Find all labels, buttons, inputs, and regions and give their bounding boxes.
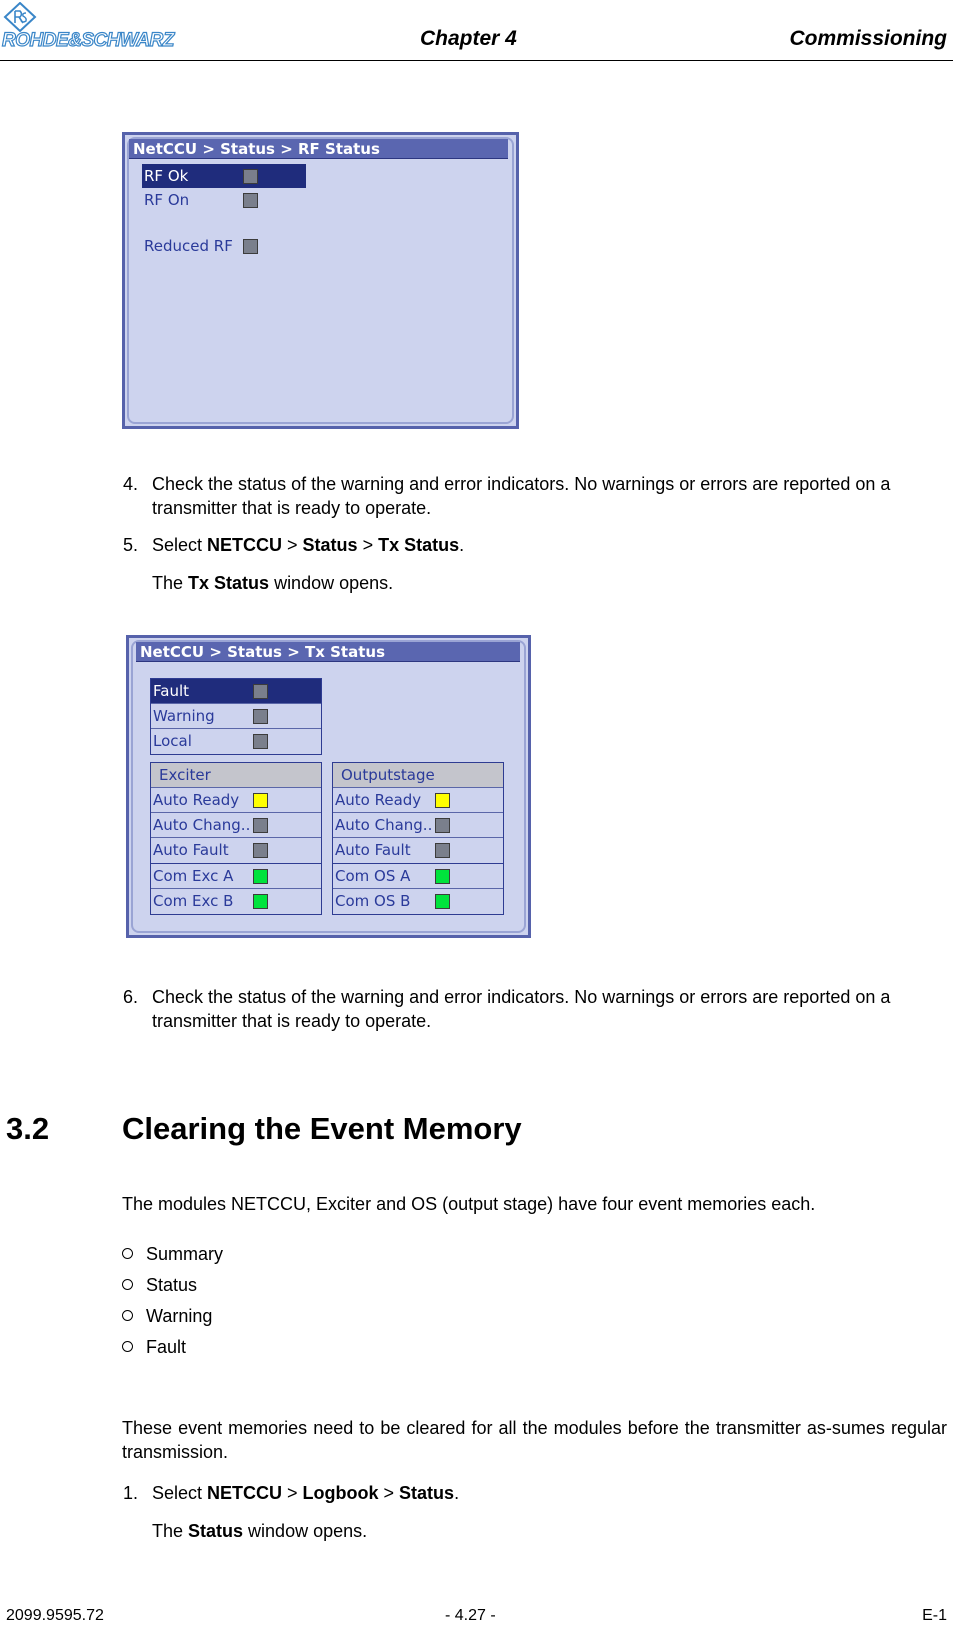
status-label: Auto Ready — [335, 791, 422, 809]
rf-item-label: RF On — [144, 191, 190, 209]
logo-wordmark: ROHDE&SCHWARZ — [2, 30, 174, 51]
step-5-result — [152, 571, 393, 595]
step-1-result — [152, 1519, 367, 1543]
window-title-bar: NetCCU > Status > Tx Status — [136, 642, 520, 662]
rf-ok-item[interactable] — [142, 164, 306, 188]
menu-status: Status — [302, 535, 358, 555]
os-auto-ready-indicator — [435, 793, 450, 808]
exciter-auto-ready[interactable] — [151, 788, 321, 813]
path-separator: > — [378, 1483, 400, 1503]
status-label: Auto Ready — [153, 791, 240, 809]
rohde-schwarz-diamond-icon — [2, 2, 38, 32]
circle-bullet-icon — [122, 1310, 133, 1321]
status-label: Auto Fault — [335, 841, 411, 859]
status-label: Auto Chang.. — [335, 816, 433, 834]
result-text: window opens. — [243, 1521, 368, 1541]
rf-item-label: RF Ok — [144, 167, 189, 185]
com-exc-b-indicator — [253, 894, 268, 909]
status-label: Com OS B — [335, 892, 411, 910]
com-os-b[interactable] — [333, 889, 503, 914]
com-exc-a-indicator — [253, 869, 268, 884]
step-text: . — [454, 1483, 460, 1503]
menu-netccu: NETCCU — [207, 535, 283, 555]
circle-bullet-icon — [122, 1341, 133, 1352]
status-label: Warning — [153, 707, 215, 725]
os-auto-change[interactable] — [333, 813, 503, 838]
reduced-rf-indicator — [243, 239, 258, 254]
step-5-number: 5. — [123, 535, 139, 555]
status-label: Local — [153, 732, 192, 750]
com-os-a-indicator — [435, 869, 450, 884]
path-separator: > — [357, 535, 379, 555]
warning-indicator — [253, 709, 268, 724]
reduced-rf-item[interactable] — [142, 234, 233, 258]
warning-item[interactable] — [151, 704, 321, 729]
bullet-item — [122, 1242, 223, 1266]
header-divider — [0, 60, 953, 61]
result-text: window opens. — [269, 573, 394, 593]
outputstage-group — [332, 762, 504, 864]
footer-doc-number: 2099.9595.72 — [6, 1607, 104, 1624]
outputstage-header: Outputstage — [333, 763, 503, 788]
rohde-schwarz-logo — [2, 2, 224, 50]
window-title-bar: NetCCU > Status > RF Status — [129, 139, 508, 159]
status-label: Fault — [153, 682, 189, 700]
exciter-auto-change[interactable] — [151, 813, 321, 838]
rf-ok-indicator — [243, 169, 258, 184]
header-chapter: Chapter 4 — [420, 27, 517, 50]
os-auto-change-indicator — [435, 818, 450, 833]
path-separator: > — [282, 1483, 303, 1503]
menu-tx-status: Tx Status — [378, 535, 460, 555]
exciter-header: Exciter — [151, 763, 321, 788]
local-indicator — [253, 734, 268, 749]
os-auto-ready[interactable] — [333, 788, 503, 813]
step-text: . — [459, 535, 465, 555]
exciter-group — [150, 762, 322, 864]
step-text: Select — [152, 535, 208, 555]
section-number: 3.2 — [6, 1111, 50, 1146]
rf-status-window — [122, 132, 519, 429]
exciter-auto-fault[interactable] — [151, 838, 321, 863]
com-os-a[interactable] — [333, 864, 503, 889]
result-text: The — [152, 573, 189, 593]
intro-paragraph: The modules NETCCU, Exciter and OS (output stage) have four event memories each. — [122, 1194, 816, 1214]
fault-indicator — [253, 684, 268, 699]
bullet-label: Warning — [146, 1306, 213, 1326]
bullet-item — [122, 1304, 212, 1328]
com-exc-a[interactable] — [151, 864, 321, 889]
os-auto-fault[interactable] — [333, 838, 503, 863]
bullet-item — [122, 1273, 197, 1297]
exciter-auto-change-indicator — [253, 818, 268, 833]
status-label: Com Exc B — [153, 892, 234, 910]
exciter-auto-fault-indicator — [253, 843, 268, 858]
bullet-label: Fault — [146, 1337, 187, 1357]
circle-bullet-icon — [122, 1279, 133, 1290]
status-label: Auto Chang.. — [153, 816, 251, 834]
bullet-label: Status — [146, 1275, 198, 1295]
os-auto-fault-indicator — [435, 843, 450, 858]
circle-bullet-icon — [122, 1248, 133, 1259]
fault-item[interactable] — [151, 679, 321, 704]
footer-page-number: - 4.27 - — [445, 1607, 496, 1624]
path-separator: > — [282, 535, 303, 555]
status-label: Com OS A — [335, 867, 411, 885]
step-4-number: 4. — [123, 474, 139, 494]
rf-item-label: Reduced RF — [144, 237, 233, 255]
header-section-title: Commissioning — [789, 27, 947, 50]
status-label: Com Exc A — [153, 867, 234, 885]
step-1-number: 1. — [123, 1483, 139, 1503]
window-name: Tx Status — [188, 573, 270, 593]
menu-status: Status — [399, 1483, 455, 1503]
section-heading: Clearing the Event Memory — [122, 1111, 522, 1146]
exciter-auto-ready-indicator — [253, 793, 268, 808]
step-4-text: Check the status of the warning and error indicators. No warnings or errors are reported on a transmitter that is ready to operate. — [152, 474, 891, 518]
com-os-b-indicator — [435, 894, 450, 909]
tx-status-window — [126, 635, 531, 938]
menu-logbook: Logbook — [302, 1483, 379, 1503]
status-label: Auto Fault — [153, 841, 229, 859]
step-1-text — [152, 1481, 459, 1505]
exciter-com-group — [150, 863, 322, 915]
step-text: Select — [152, 1483, 208, 1503]
fault-status-group — [150, 678, 322, 755]
rf-on-item[interactable] — [142, 188, 189, 212]
os-com-group — [332, 863, 504, 915]
result-text: The — [152, 1521, 189, 1541]
local-item[interactable] — [151, 729, 321, 754]
step-6-text: Check the status of the warning and error indicators. No warnings or errors are reported on a transmitter that is ready to operate. — [152, 987, 891, 1031]
footer-edition: E-1 — [922, 1607, 947, 1624]
bullet-item — [122, 1335, 186, 1359]
rf-on-indicator — [243, 193, 258, 208]
com-exc-b[interactable] — [151, 889, 321, 914]
bullet-label: Summary — [146, 1244, 224, 1264]
window-name: Status — [188, 1521, 244, 1541]
step-5-text — [152, 533, 464, 557]
menu-netccu: NETCCU — [207, 1483, 283, 1503]
clear-paragraph: These event memories need to be cleared for all the modules before the transmitter as-sumes regular transmission. — [122, 1418, 947, 1462]
step-6-number: 6. — [123, 987, 139, 1007]
